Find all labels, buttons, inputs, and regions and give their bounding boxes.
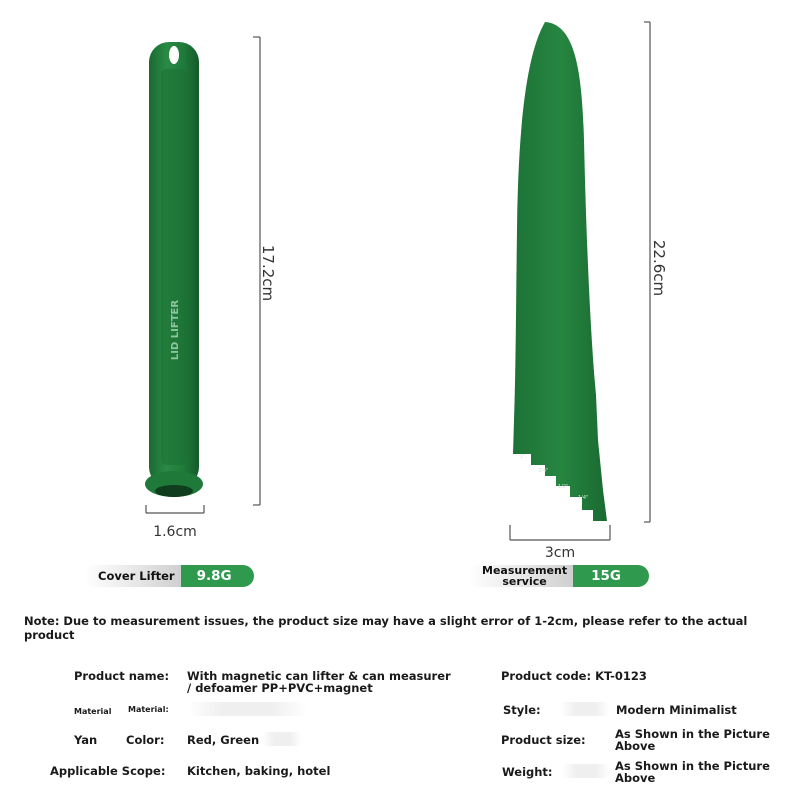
scope-label: Applicable Scope: bbox=[50, 764, 166, 778]
lid-lifter-engraving: LID LIFTER bbox=[170, 299, 181, 361]
cover-lifter-label: Cover Lifter bbox=[84, 565, 181, 587]
weight-value: As Shown in the Picture Above bbox=[615, 759, 770, 785]
weight-label: Weight: bbox=[502, 765, 553, 779]
measurer-weight-pill bbox=[468, 565, 649, 587]
measurer-label-line2: service bbox=[502, 575, 547, 588]
color-label: Color: bbox=[126, 733, 165, 747]
measurer-label bbox=[468, 565, 573, 587]
product-name-label: Product name: bbox=[74, 669, 170, 683]
lid-lifter-rod bbox=[145, 42, 203, 497]
left-width-dimension bbox=[146, 505, 204, 513]
right-width-dimension bbox=[510, 525, 610, 540]
measurement-note: Note: Due to measurement issues, the product size may have a slight error of 1-2cm, please refer to the actual product bbox=[24, 614, 748, 642]
color-value: Red, Green bbox=[187, 733, 260, 747]
step-mark-4: 1/4" bbox=[578, 495, 589, 501]
product-name-value-line2: / defoamer PP+PVC+magnet bbox=[187, 681, 373, 695]
left-width-label: 1.6cm bbox=[153, 524, 197, 540]
measurer-weight: 15G bbox=[573, 565, 649, 587]
product-code: Product code: KT-0123 bbox=[501, 669, 647, 683]
product-size-value: As Shown in the Picture Above bbox=[615, 727, 770, 753]
right-length-dimension bbox=[644, 22, 650, 522]
right-width-label: 3cm bbox=[544, 545, 576, 560]
step-mark-1: 1" bbox=[520, 454, 526, 460]
product-size-label: Product size: bbox=[501, 733, 586, 747]
right-length-label: 22.6cm bbox=[650, 239, 668, 297]
cover-lifter-weight-pill bbox=[84, 565, 254, 587]
yan-label: Yan bbox=[74, 733, 98, 747]
weight-blurred bbox=[562, 764, 610, 778]
cover-lifter-weight: 9.8G bbox=[181, 565, 254, 587]
style-value: Modern Minimalist bbox=[616, 703, 737, 717]
measurer-label-line1: Measurement bbox=[482, 564, 568, 577]
measurer-blade bbox=[513, 22, 607, 521]
style-label: Style: bbox=[503, 703, 541, 717]
step-mark-3: 1/2" bbox=[558, 484, 569, 490]
product-name-value-line1: With magnetic can lifter & can measurer bbox=[187, 669, 451, 683]
scope-value: Kitchen, baking, hotel bbox=[187, 764, 331, 778]
step-mark-2: 3/4" bbox=[538, 468, 549, 474]
style-blurred bbox=[560, 702, 610, 716]
material-label-b: Material: bbox=[128, 705, 169, 714]
material-value-blurred bbox=[187, 702, 307, 716]
left-length-dimension bbox=[253, 37, 260, 505]
material-label-a: Material bbox=[74, 707, 112, 716]
left-length-label: 17.2cm bbox=[259, 244, 277, 302]
color-blurred bbox=[262, 732, 302, 746]
